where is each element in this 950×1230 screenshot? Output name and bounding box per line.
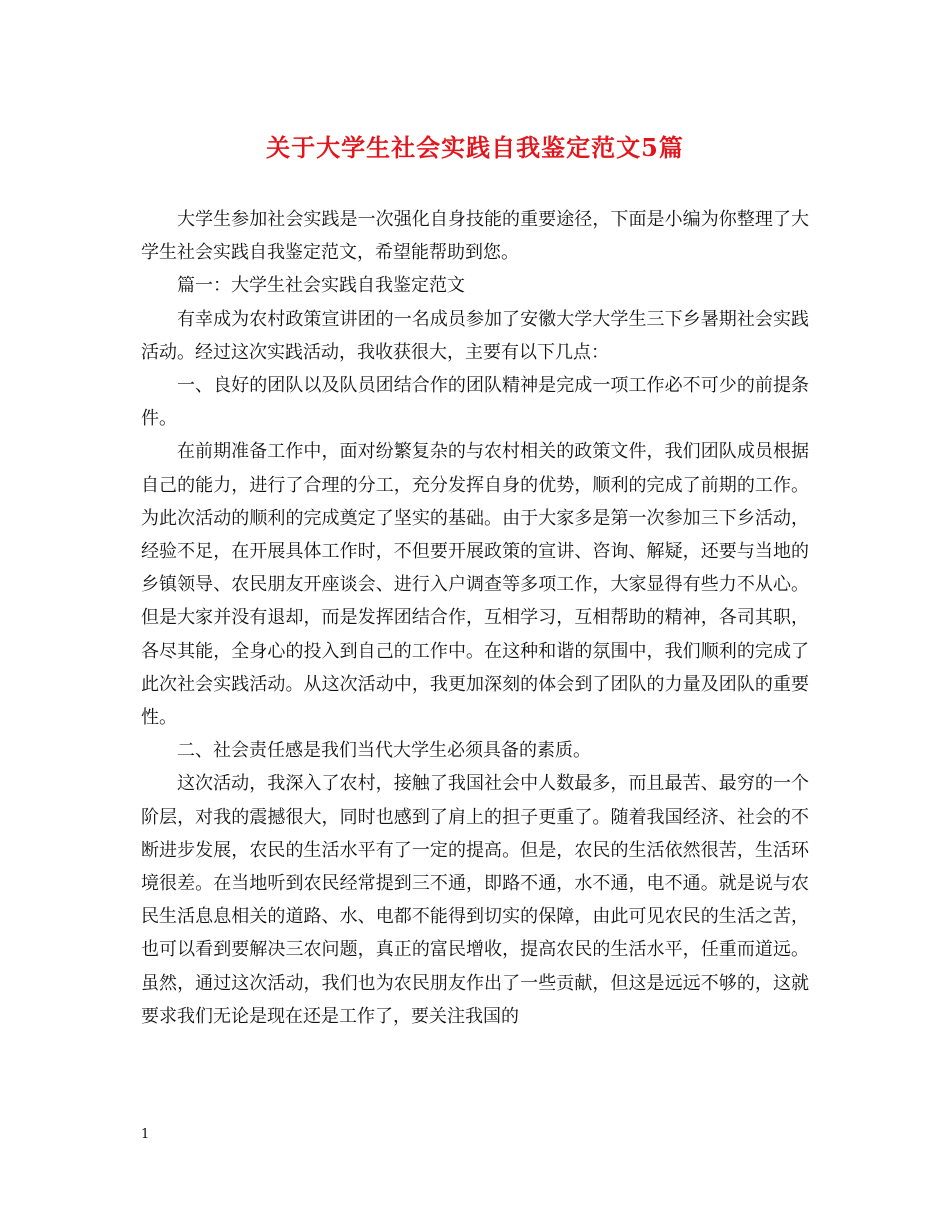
document-body [141, 203, 809, 1033]
paragraph-intro: 大学生参加社会实践是一次强化自身技能的重要途径，下面是小编为你整理了大学生社会实践自我鉴定范文，希望能帮助到您。 [141, 209, 809, 264]
paragraph-opening: 有幸成为农村政策宣讲团的一名成员参加了安徽大学大学生三下乡暑期社会实践活动。经过这次实践活动，我收获很大，主要有以下几点： [141, 308, 809, 363]
paragraph-point-two-detail: 这次活动，我深入了农村，接触了我国社会中人数最多，而且最苦、最穷的一个阶层，对我的震撼很大，同时也感到了肩上的担子更重了。随着我国经济、社会的不断进步发展，农民的生活水平有了一定的提高。但是，农民的生活依然很苦，生活环境很差。在当地听到农民经常提到三不通，即路不通，水不通，电不通。就是说与农民生活息息相关的道路、水、电都不能得到切实的保障，由此可见农民的生活之苦，也可以看到要解决三农问题，真正的富民增收，提高农民的生活水平，任重而道远。虽然，通过这次活动，我们也为农民朋友作出了一些贡献，但这是远远不够的，这就要求我们无论是现在还是工作了，要关注我国的 [141, 773, 809, 1027]
paragraph-point-two: 二、社会责任感是我们当代大学生必须具备的素质。 [177, 740, 591, 762]
page-number: 1 [141, 1127, 150, 1142]
paragraph-point-one: 一、良好的团队以及队员团结合作的团队精神是完成一项工作必不可少的前提条件。 [141, 375, 809, 430]
document-title: 关于大学生社会实践自我鉴定范文5篇 [266, 133, 684, 162]
paragraph-section-heading: 篇一：大学生社会实践自我鉴定范文 [177, 275, 465, 297]
paragraph-point-one-detail: 在前期准备工作中，面对纷繁复杂的与农村相关的政策文件，我们团队成员根据自己的能力，进行了合理的分工，充分发挥自身的优势，顺利的完成了前期的工作。为此次活动的顺利的完成奠定了坚实的基础。由于大家多是第一次参加三下乡活动，经验不足，在开展具体工作时，不但要开展政策的宣讲、咨询、解疑，还要与当地的乡镇领导、农民朋友开座谈会、进行入户调查等多项工作，大家显得有些力不从心。但是大家并没有退却，而是发挥团结合作，互相学习，互相帮助的精神，各司其职，各尽其能，全身心的投入到自己的工作中。在这种和谐的氛围中，我们顺利的完成了此次社会实践活动。从这次活动中，我更加深刻的体会到了团队的力量及团队的重要性。 [141, 441, 809, 729]
